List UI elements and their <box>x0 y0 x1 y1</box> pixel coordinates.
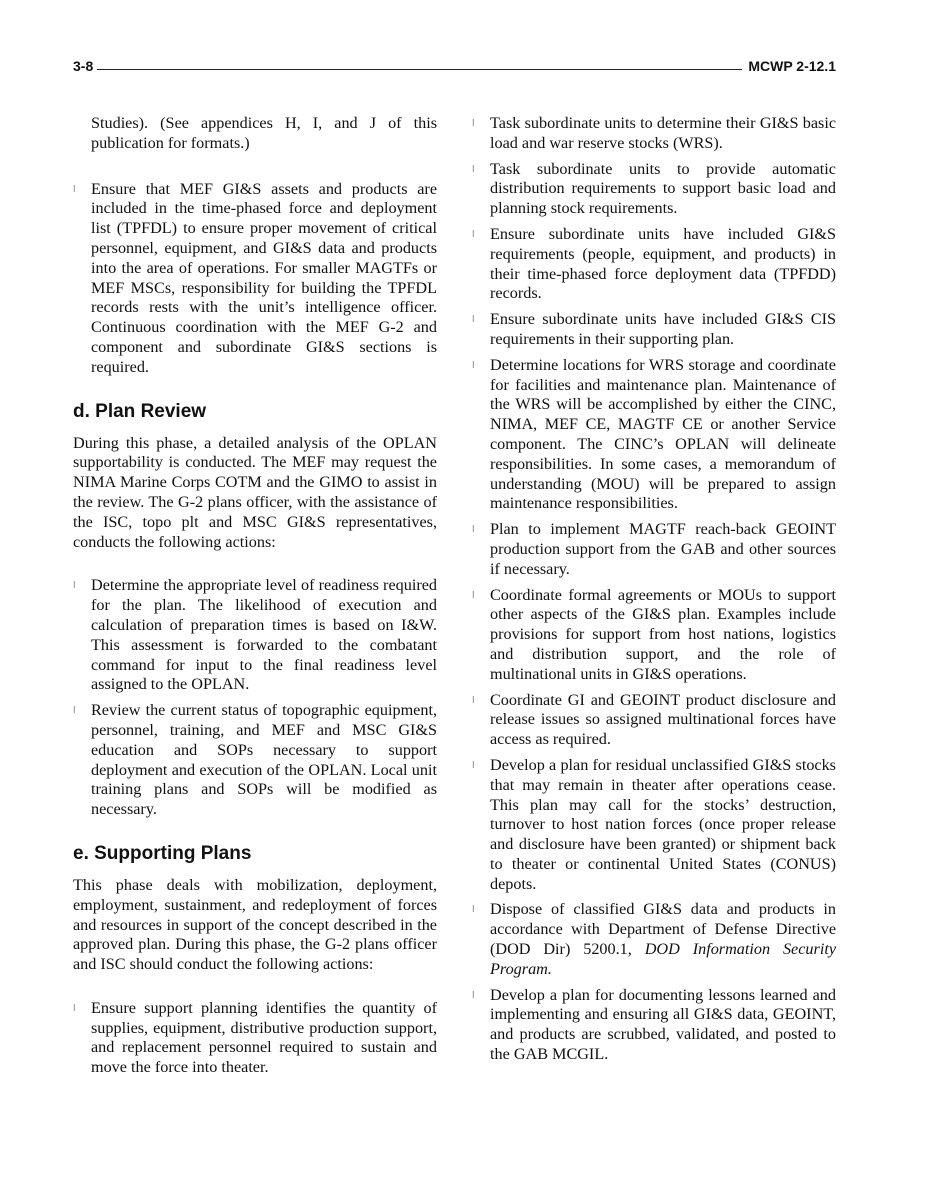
bullet-marker-icon: l <box>472 525 475 536</box>
list-item-text: Task subordinate units to determine their GI&S basic load and war reserve stocks (WRS). <box>490 114 836 152</box>
list-item <box>472 225 836 304</box>
bullet-marker-icon: l <box>472 695 475 706</box>
plan-review-paragraph: During this phase, a detailed analysis of the OPLAN supportability is conducted. The MEF may request the NIMA Marine Corps COTM and the GIMO to assist in the review. The G-2 plans officer, with the assistance of the ISC, topo plt and MSC GI&S representatives, conducts the following actions: <box>73 433 437 551</box>
list-item-text <box>490 900 836 979</box>
list-item-text: Plan to implement MAGTF reach-back GEOINT production support from the GAB and other sources if necessary. <box>490 520 836 578</box>
left-column <box>73 114 437 1084</box>
list-item <box>73 701 437 820</box>
bullet-marker-icon: l <box>472 164 475 175</box>
right-column <box>472 114 836 1071</box>
list-item-text: Coordinate formal agreements or MOUs to support other aspects of the GI&S plan. Examples include provisions for support from host nations, logistics and distribution support, and the role of multinational units in GI&S operations. <box>490 585 836 683</box>
header-rule <box>73 69 836 70</box>
section-heading-plan-review: d. Plan Review <box>73 400 207 422</box>
list-item <box>472 756 836 895</box>
list-item <box>472 356 836 514</box>
list-item <box>73 180 437 378</box>
bullet-marker-icon: l <box>472 905 475 916</box>
continued-text: Studies). (See appendices H, I, and J of this publication for formats.) <box>91 114 437 152</box>
list-item-text: Ensure subordinate units have included GI&S requirements (people, equipment, and products) in their time-phased force deployment data (TPFDD) records. <box>490 224 836 303</box>
bullet-marker-icon: l <box>472 360 475 371</box>
list-item-text: Determine the appropriate level of readiness required for the plan. The likelihood of execution and calculation of preparation times is based on I&W. This assessment is forwarded to the combatant command for input to the final readiness level assigned to the OPLAN. <box>91 576 437 694</box>
page-number: 3-8 <box>73 58 97 74</box>
list-item-text: Develop a plan for documenting lessons learned and implementing and ensuring all GI&S data, GEOINT, and products are scrubbed, validated, and posted to the GAB MCGIL. <box>490 985 836 1064</box>
list-item <box>472 114 836 154</box>
bullet-marker-icon: l <box>472 590 475 601</box>
list-item-text: Ensure support planning identifies the quantity of supplies, equipment, distributive production support, and replacement personnel required to sustain and move the force into theater. <box>91 998 437 1077</box>
list-item <box>472 160 836 219</box>
list-item-text: Ensure that MEF GI&S assets and products are included in the time-phased force and deployment list (TPFDL) to ensure proper movement of critical personnel, equipment, and GI&S data and products into the area of operations. For smaller MAGTFs or MEF MSCs, responsibility for building the TPFDL records rests with the unit’s intelligence officer. Continuous coordination with the MEF G-2 and component and subordinate GI&S sections is required. <box>91 179 437 376</box>
list-item <box>472 586 836 685</box>
list-item-text: Task subordinate units to provide automatic distribution requirements to support basic load and planning stock requirements. <box>490 159 836 218</box>
list-item <box>472 900 836 979</box>
list-item-text: Coordinate GI and GEOINT product disclosure and release issues so assigned multinational forces have access as required. <box>490 690 836 749</box>
list-item <box>472 691 836 750</box>
dod-text: Dispose of classified GI&S data and products in accordance with Department of Defense Directive (DOD Dir) 5200.1, <box>490 900 836 959</box>
supporting-plans-paragraph: This phase deals with mobilization, deployment, employment, sustainment, and redeployment of forces and resources in support of the concept described in the approved plan. During this phase, the G-2 plans officer and ISC should conduct the following actions: <box>73 875 437 974</box>
bullet-marker-icon: l <box>73 184 76 195</box>
list-item-text: Determine locations for WRS storage and coordinate for facilities and maintenance plan. Maintenance of the WRS will be accomplished by either the CINC, NIMA, MEF CE, MAGTF CE or another Service component. The CINC’s OPLAN will delineate responsibilities. In some cases, a memorandum of understanding (MOU) will be prepared to assign maintenance responsibilities. <box>490 355 836 513</box>
list-item-text: Ensure subordinate units have included GI&S CIS requirements in their supporting plan. <box>490 310 836 348</box>
list-item <box>472 310 836 350</box>
bullet-marker-icon: l <box>472 119 475 129</box>
dod-title: DOD Information Security Program. <box>490 940 837 978</box>
bullet-marker-icon: l <box>73 706 76 717</box>
bullet-marker-icon: l <box>73 581 76 592</box>
page-header <box>73 58 836 78</box>
list-item <box>73 999 437 1078</box>
bullet-marker-icon: l <box>472 990 475 1001</box>
list-item-text: Review the current status of topographic equipment, personnel, training, and MEF and MSC GI&S education and SOPs necessary to support deployment and execution of the OPLAN. Local unit training plans and SOPs will be modified as necessary. <box>91 701 437 819</box>
bullet-marker-icon: l <box>73 1003 76 1014</box>
bullet-marker-icon: l <box>472 229 475 240</box>
publication-id: MCWP 2-12.1 <box>742 58 836 74</box>
bullet-marker-icon: l <box>472 760 475 771</box>
list-item <box>73 576 437 695</box>
bullet-marker-icon: l <box>472 315 475 326</box>
section-heading-supporting-plans: e. Supporting Plans <box>73 842 252 864</box>
list-item-text: Develop a plan for residual unclassified GI&S stocks that may remain in theater after operations cease. This plan may call for the stocks’ destruction, turnover to host nation forces (once proper release and disclosure have been granted) or shipment back to theater or continental United States (CONUS) depots. <box>490 755 836 893</box>
list-item <box>472 986 836 1065</box>
list-item <box>472 520 836 579</box>
